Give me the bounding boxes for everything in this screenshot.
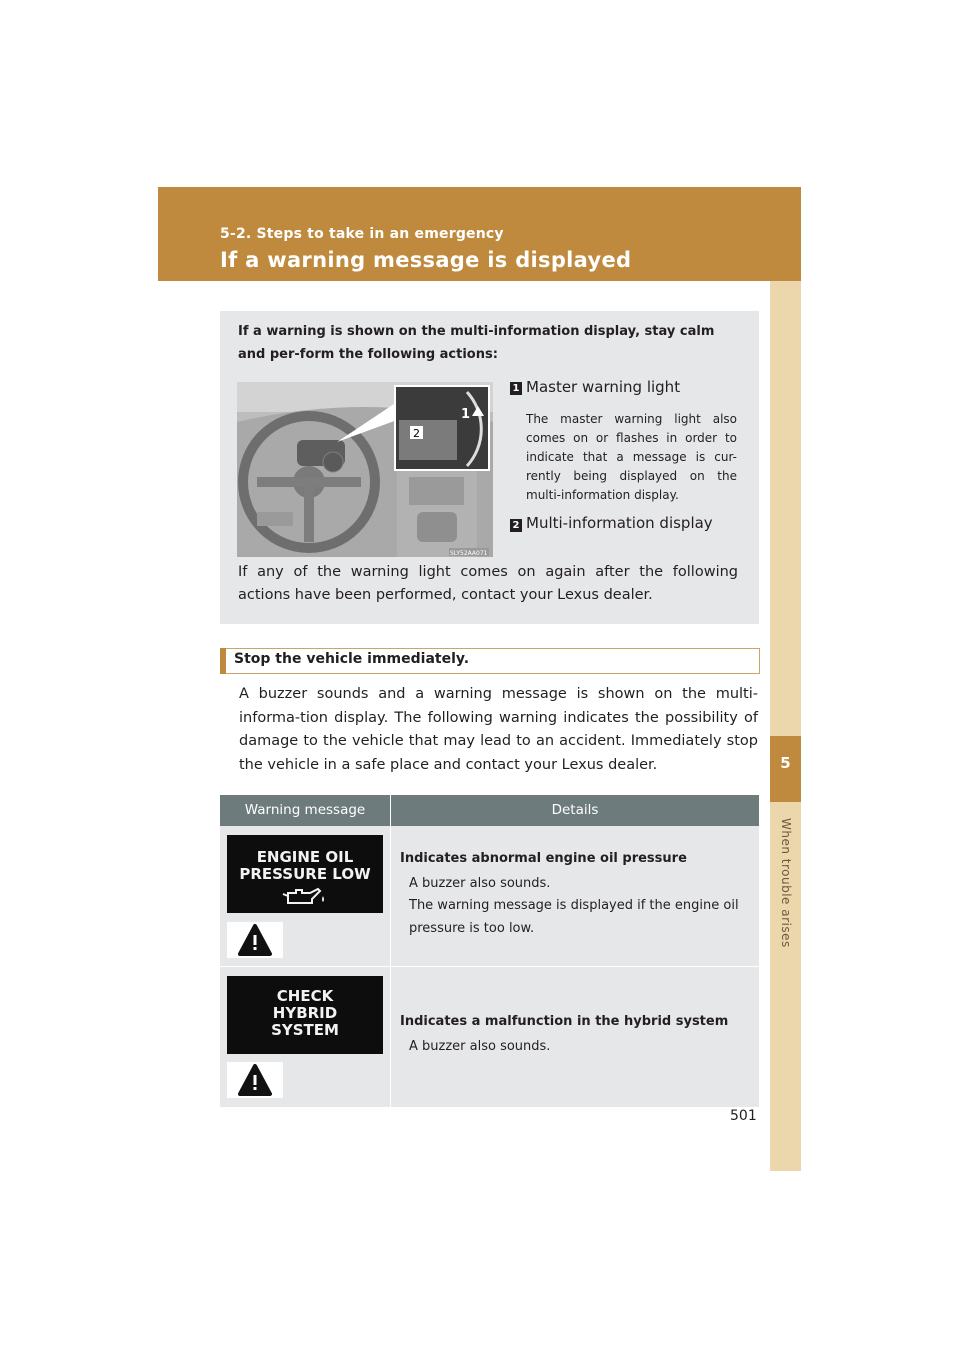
message-line: CHECK (276, 987, 334, 1005)
callout-1-title: Master warning light (526, 378, 681, 396)
oil-can-icon (282, 885, 328, 907)
intro-footer: If any of the warning light comes on again after the following actions have been performed, contact your Lexus dealer. (238, 564, 738, 603)
detail-line: The warning message is displayed if the engine oil pressure is too low. (409, 898, 739, 936)
detail-title: Indicates abnormal engine oil pressure (400, 851, 687, 866)
warning-triangle-icon (227, 1062, 283, 1098)
callout-2-title: Multi-information display (526, 514, 713, 532)
header-divider (390, 795, 391, 826)
page-number: 501 (730, 1108, 757, 1124)
intro-text: If a warning is shown on the multi-information display, stay calm and per-form the following actions: (238, 324, 715, 362)
row-divider (220, 966, 759, 967)
column-header-details: Details (551, 802, 599, 818)
column-divider (390, 826, 391, 1107)
subheading-accent (220, 648, 226, 674)
svg-text:2: 2 (413, 427, 420, 440)
photo-code: SLY52AA071 (450, 550, 488, 557)
body-text: A buzzer sounds and a warning message is shown on the multi-informa-tion display. The following warning indicates the possibility of damage to the vehicle that may lead to an accident. Immediately stop the vehicle in a safe place and contact your Lexus dealer. (239, 686, 758, 773)
chapter-title: When trouble arises (779, 818, 793, 948)
warning-message-display (227, 835, 383, 913)
column-header-warning-message: Warning message (244, 802, 366, 818)
chapter-number: 5 (780, 754, 791, 772)
callout-1-description: The master warning light also comes on or flashes in order to indicate that a message is cur-rently being displayed on the multi-information display. (526, 412, 737, 502)
message-line: ENGINE OIL (256, 848, 354, 866)
side-tab (770, 281, 801, 1171)
detail-title: Indicates a malfunction in the hybrid system (400, 1014, 729, 1029)
warning-triangle-box (227, 922, 283, 958)
subheading: Stop the vehicle immediately. (234, 651, 470, 667)
warning-triangle-icon (227, 922, 283, 958)
svg-text:1: 1 (461, 407, 471, 422)
callout-badge-2: 2 (510, 519, 522, 532)
detail-line: A buzzer also sounds. (409, 876, 551, 891)
message-line: SYSTEM (271, 1021, 339, 1039)
callout-badge-1: 1 (510, 382, 522, 395)
dashboard-photo (237, 382, 493, 557)
detail-line: A buzzer also sounds. (409, 1039, 551, 1054)
message-line: PRESSURE LOW (239, 865, 371, 883)
message-line: HYBRID (272, 1004, 338, 1022)
page-title: If a warning message is displayed (220, 248, 632, 272)
warning-message-display (227, 976, 383, 1054)
warning-triangle-box (227, 1062, 283, 1098)
section-label: 5-2. Steps to take in an emergency (220, 226, 504, 242)
